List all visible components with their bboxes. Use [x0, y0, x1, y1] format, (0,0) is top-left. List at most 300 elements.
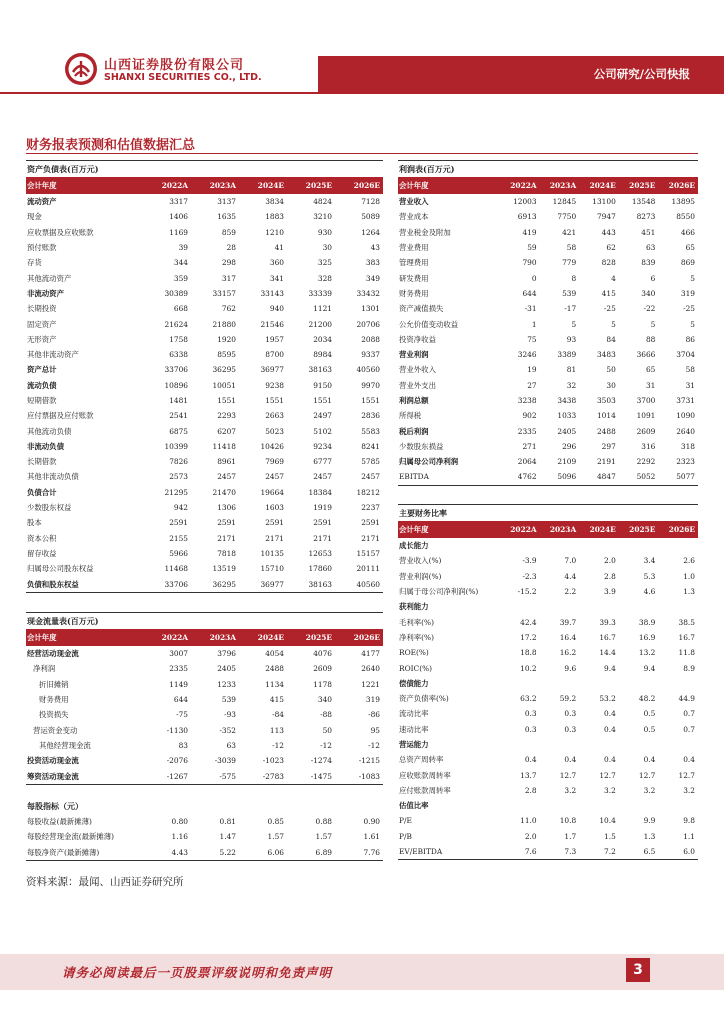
cell-value: 2591	[313, 518, 332, 528]
cell-value: 762	[221, 304, 236, 314]
row-label: 其他非流动资产	[27, 350, 79, 360]
table-row	[26, 738, 383, 753]
cell-value: 3704	[676, 350, 695, 360]
column-header-year: 2025E	[619, 177, 659, 194]
cell-value: 8241	[361, 441, 380, 451]
table-row	[398, 423, 698, 438]
row-label: 短期借款	[27, 396, 57, 405]
cell-value: 40560	[356, 365, 380, 375]
cell-value: 3438	[557, 396, 577, 405]
cell-value: 21470	[212, 487, 236, 497]
cell-value: -352	[219, 725, 236, 735]
cell-value: 940	[269, 304, 284, 314]
table-row	[398, 225, 698, 240]
cell-value: -2783	[239, 768, 287, 784]
cell-value: 2640	[676, 426, 695, 436]
table-row	[26, 301, 383, 316]
cell-value	[619, 676, 659, 691]
cell-value: 1919	[313, 503, 332, 513]
table-row	[26, 531, 383, 546]
row-label: P/E	[399, 816, 412, 826]
row-label: 研发费用	[399, 273, 429, 283]
header-divider	[0, 92, 724, 94]
table-row	[26, 692, 383, 707]
column-header-year: 2023A	[191, 177, 239, 194]
cell-value: 3.9	[604, 587, 616, 597]
row-label: 营业收入(%)	[399, 556, 442, 566]
cell-value: 12.7	[678, 770, 695, 780]
cell-value	[658, 599, 698, 614]
table-row	[26, 829, 383, 844]
cell-value: 21295	[164, 487, 188, 497]
cell-value: -12	[272, 740, 284, 750]
cell-value: -31	[524, 304, 537, 314]
table-row	[26, 316, 383, 331]
cell-value: 6.06	[239, 845, 287, 861]
cell-value: 2591	[217, 518, 236, 528]
cell-value: 859	[221, 227, 236, 237]
cell-value: 2488	[265, 664, 284, 674]
cell-value: 5102	[313, 426, 332, 436]
cell-value: 8.9	[683, 663, 695, 673]
row-label: 归属母公司净利润	[399, 457, 459, 467]
cell-value: 81	[566, 365, 577, 375]
cell-value: 12845	[552, 197, 577, 207]
row-label: 公允价值变动收益	[399, 319, 459, 329]
cell-value: 13.7	[520, 770, 537, 780]
table-row	[26, 646, 383, 661]
cell-value: 2640	[361, 664, 380, 674]
cell-value: 83	[178, 740, 188, 750]
cell-value: 38163	[308, 365, 332, 375]
cell-value: 6913	[517, 212, 537, 222]
table-row	[26, 240, 383, 255]
cell-value: 340	[641, 288, 656, 298]
cell-value: 6207	[217, 426, 236, 436]
row-label: 营业利润(%)	[399, 571, 442, 581]
cell-value: -1267	[143, 768, 191, 784]
cell-value: 0.5	[643, 709, 656, 719]
cell-value: -575	[191, 768, 239, 784]
row-label: 负债合计	[27, 487, 57, 497]
table-row	[398, 270, 698, 285]
ratios-title: 主要财务比率	[398, 504, 698, 521]
table-row	[26, 814, 383, 829]
cell-value: 3.2	[564, 785, 577, 795]
table-row	[26, 423, 383, 438]
cell-value: 28	[226, 243, 236, 253]
cell-value: 2.0	[604, 556, 616, 566]
cell-value: 2171	[361, 533, 380, 543]
row-label: 获利能力	[399, 602, 429, 612]
cell-value: 7969	[265, 457, 284, 467]
cell-value: 3.2	[683, 785, 695, 795]
cell-value: 0.90	[363, 817, 380, 827]
table-row	[398, 722, 698, 737]
cell-value: 0.7	[683, 709, 695, 719]
income-statement-title: 利润表(百万元)	[398, 160, 698, 177]
cell-value: 3796	[217, 649, 236, 659]
row-label: 投资活动现金流	[27, 756, 79, 766]
cell-value: 318	[680, 441, 695, 451]
cell-value: 344	[173, 258, 188, 268]
cell-value: 3137	[217, 197, 236, 207]
cell-value: 5	[650, 319, 656, 329]
cell-value: 5	[690, 273, 695, 283]
table-row	[26, 576, 383, 592]
row-label: 长期投资	[27, 304, 57, 314]
table-row	[398, 829, 698, 844]
cell-value: 1121	[313, 304, 332, 314]
table-row	[398, 301, 698, 316]
cell-value: -2076	[166, 756, 188, 766]
cell-value: 7128	[361, 197, 380, 207]
cell-value: 20111	[356, 564, 380, 574]
cell-value: 2457	[265, 472, 284, 482]
cell-value: 1264	[361, 227, 380, 237]
table-row	[398, 614, 698, 629]
cell-value: 2405	[217, 664, 236, 674]
column-header-label: 会计年度	[26, 177, 143, 194]
cell-value: 1.3	[643, 831, 656, 841]
cell-value: 1406	[169, 212, 188, 222]
cell-value: 19	[527, 365, 537, 375]
cell-value: 5.22	[191, 845, 239, 861]
row-label: 成长能力	[399, 541, 429, 551]
cell-value: 9.4	[604, 663, 616, 673]
row-label: 归属母公司股东权益	[27, 564, 94, 574]
table-row	[26, 332, 383, 347]
table-row	[398, 767, 698, 782]
cell-value: 5	[611, 319, 616, 329]
cell-value: 4	[611, 273, 616, 283]
cell-value: 1551	[217, 396, 236, 405]
cell-value: 668	[173, 304, 188, 314]
table-row	[398, 660, 698, 675]
row-label: 其他非流动负债	[27, 472, 79, 482]
cell-value: 2.0	[524, 831, 537, 841]
cell-value: -2.3	[522, 571, 537, 581]
cell-value: 0.85	[267, 817, 284, 827]
cell-value	[658, 676, 698, 691]
cell-value: 1169	[169, 227, 188, 237]
table-row	[398, 691, 698, 706]
cell-value: 4054	[265, 649, 284, 659]
cell-value: 16.4	[559, 632, 577, 642]
cell-value: 3503	[596, 396, 616, 405]
table-row	[398, 630, 698, 645]
cell-value: 0.3	[524, 724, 537, 734]
row-label: 非流动资产	[27, 288, 64, 298]
cell-value: 3.2	[643, 785, 656, 795]
cell-value: 902	[522, 411, 537, 421]
cell-value: 62	[606, 243, 616, 253]
company-name-en: SHANXI SECURITIES CO., LTD.	[104, 72, 262, 83]
cell-value: 32	[566, 380, 577, 390]
cell-value	[658, 798, 698, 813]
income-statement-table	[398, 177, 698, 486]
cell-value: 0.88	[315, 817, 332, 827]
row-label: EBITDA	[398, 469, 500, 485]
cell-value: 2293	[217, 411, 236, 421]
table-row	[26, 500, 383, 515]
table-row	[26, 753, 383, 768]
cell-value: 1210	[265, 227, 284, 237]
row-label: 其他流动资产	[27, 273, 72, 283]
source-note: 资料来源：最闻、山西证券研究所	[26, 876, 184, 888]
cell-value: 63.2	[520, 694, 537, 704]
cell-value: 319	[680, 288, 695, 298]
cell-value: 95	[370, 725, 380, 735]
cell-value: 1.61	[363, 832, 380, 842]
cell-value: 2836	[361, 411, 380, 421]
cell-value: 0.4	[643, 755, 656, 765]
cell-value: 59.2	[559, 694, 577, 704]
per-share-block	[26, 798, 383, 861]
cell-value: 10135	[260, 548, 284, 558]
table-row	[26, 561, 383, 576]
cell-value: 4076	[313, 649, 332, 659]
cell-value: 18.8	[520, 648, 537, 658]
table-group-row	[398, 798, 698, 813]
column-header-year: 2022A	[143, 177, 191, 194]
cell-value: 5	[571, 319, 577, 329]
cell-value: 8961	[217, 457, 236, 467]
cell-value: 63	[645, 243, 656, 253]
cell-value: 6777	[313, 457, 332, 467]
cell-value: 65	[685, 243, 695, 253]
cell-value: 5023	[265, 426, 284, 436]
cell-value: 39.3	[599, 617, 616, 627]
cell-value: 2335	[169, 664, 188, 674]
cell-value: 17.2	[520, 632, 537, 642]
table-group-row	[398, 599, 698, 614]
cell-value: -25	[683, 304, 695, 314]
cell-value: 0.5	[643, 724, 656, 734]
cell-value: 3700	[636, 396, 656, 405]
row-label: 少数股东权益	[27, 503, 72, 513]
cell-value: 43	[370, 243, 380, 253]
cell-value: 4824	[313, 197, 332, 207]
table-row	[26, 255, 383, 270]
cell-value: -93	[224, 710, 236, 720]
row-label: 经营活动现金流	[27, 649, 79, 659]
row-label: 投资损失	[39, 710, 69, 720]
cell-value: 1.57	[267, 832, 284, 842]
cell-value: 33143	[260, 288, 284, 298]
cell-value: 9150	[313, 380, 332, 390]
cell-value: 3238	[517, 396, 537, 405]
cell-value: 9.9	[643, 816, 656, 826]
row-label: 利润总额	[399, 396, 429, 405]
cell-value: 42.4	[520, 617, 537, 627]
cell-value: 88	[645, 334, 656, 344]
cell-value: 12653	[308, 548, 332, 558]
cell-value: 38.5	[678, 617, 695, 627]
cell-value: 2591	[361, 518, 380, 528]
cell-value	[579, 737, 619, 752]
cell-value: 3.2	[604, 785, 616, 795]
cell-value: 1603	[265, 503, 284, 513]
cell-value: -1130	[166, 725, 188, 735]
cell-value: 0.4	[604, 724, 616, 734]
cell-value: 58	[566, 243, 577, 253]
cell-value: 36977	[260, 365, 284, 375]
cell-value: 20706	[356, 319, 380, 329]
cell-value	[540, 599, 580, 614]
table-header-row	[26, 629, 383, 646]
cell-value: 2.6	[683, 556, 695, 566]
cell-value: -84	[272, 710, 284, 720]
row-label: 营运能力	[399, 740, 429, 749]
cell-value: 9238	[265, 380, 284, 390]
table-row	[26, 454, 383, 469]
cell-value: 415	[601, 288, 616, 298]
cell-value: 2237	[361, 503, 380, 513]
row-label: 税后利润	[399, 426, 429, 436]
cell-value: 2171	[217, 533, 236, 543]
cell-value: 1635	[217, 212, 236, 222]
cell-value: 325	[317, 258, 332, 268]
section-title: 财务报表预测和估值数据汇总	[26, 138, 196, 153]
cell-value: 11468	[164, 564, 188, 574]
cell-value: 1.5	[604, 831, 616, 841]
cell-value: 1883	[265, 212, 284, 222]
cell-value: 2171	[313, 533, 332, 543]
cell-value: -1274	[310, 756, 332, 766]
cell-value: 0.3	[564, 724, 577, 734]
cell-value: 11.0	[520, 816, 537, 826]
cell-value: 2323	[676, 457, 695, 467]
cell-value: 1149	[169, 679, 188, 689]
ratios-table	[398, 521, 698, 860]
row-label: 固定资产	[27, 319, 57, 329]
per-share-title: 每股指标（元）	[27, 801, 83, 811]
cell-value: 2.2	[564, 587, 577, 597]
column-header-year: 2025E	[287, 177, 335, 194]
cash-flow-block	[26, 612, 383, 785]
cell-value: 297	[601, 441, 616, 451]
table-group-row	[398, 737, 698, 752]
cell-value: 2.8	[524, 785, 537, 795]
cell-value: 271	[522, 441, 537, 451]
table-row	[26, 485, 383, 500]
row-label: 营业收入	[399, 197, 429, 207]
cell-value: 3666	[636, 350, 656, 360]
row-label: 流动资产	[27, 197, 57, 207]
cell-value: 383	[365, 258, 380, 268]
row-label: 存货	[27, 258, 42, 268]
cell-value: 15157	[356, 548, 380, 558]
row-label: EV/EBITDA	[398, 844, 500, 860]
table-row	[26, 722, 383, 737]
row-label: 筹资活动现金流	[26, 768, 143, 784]
cell-value: 2109	[557, 457, 577, 467]
cell-value: 12.7	[559, 770, 577, 780]
cell-value	[619, 538, 659, 553]
cell-value: 1920	[217, 334, 236, 344]
cell-value: 1551	[361, 396, 380, 405]
cell-value: 10399	[164, 441, 188, 451]
cell-value: 39	[178, 243, 188, 253]
cell-value: 2497	[313, 411, 332, 421]
cell-value: 2573	[169, 472, 188, 482]
cell-value: -86	[368, 710, 380, 720]
cell-value: 18212	[356, 487, 380, 497]
cell-value: 415	[269, 695, 284, 705]
row-label: 净利率(%)	[399, 632, 434, 642]
table-row	[26, 546, 383, 561]
cell-value: 6875	[169, 426, 188, 436]
cell-value: 1091	[636, 411, 656, 421]
cell-value: 317	[221, 273, 236, 283]
row-label: 投资净收益	[399, 334, 436, 344]
table-header-row	[398, 177, 698, 194]
table-row	[26, 347, 383, 362]
cell-value: 4.6	[643, 587, 656, 597]
cell-value: 1551	[265, 396, 284, 405]
cell-value: 16.7	[678, 632, 695, 642]
table-row	[398, 194, 698, 209]
column-header-year: 2024E	[239, 177, 287, 194]
column-header-label: 会计年度	[26, 629, 143, 646]
table-row	[398, 347, 698, 362]
cell-value	[658, 737, 698, 752]
cell-value	[658, 538, 698, 553]
cell-value: 13519	[212, 564, 236, 574]
cell-value: 12.7	[599, 770, 616, 780]
cell-value: 30	[322, 243, 332, 253]
column-header-year: 2022A	[143, 629, 191, 646]
row-label: 少数股东损益	[399, 441, 444, 451]
cell-value: 13100	[592, 197, 616, 207]
table-header-row	[398, 521, 698, 538]
row-label: ROE(%)	[399, 648, 429, 658]
table-row	[26, 515, 383, 530]
row-label: 长期借款	[27, 457, 57, 467]
cell-value: 2663	[265, 411, 284, 421]
row-label: 毛利率(%)	[399, 617, 434, 627]
cell-value: 38.9	[638, 617, 656, 627]
cell-value: 15710	[260, 564, 284, 574]
cell-value: -1215	[358, 756, 380, 766]
cell-value: 86	[685, 334, 695, 344]
balance-sheet-block	[26, 160, 383, 593]
table-row	[26, 194, 383, 209]
cell-value	[579, 798, 619, 813]
cell-value	[579, 676, 619, 691]
cell-value: 5.3	[643, 571, 656, 581]
table-row	[398, 439, 698, 454]
column-header-year: 2023A	[540, 521, 580, 538]
balance-sheet-title: 资产负债表(百万元)	[26, 160, 383, 177]
cell-value: 36295	[212, 365, 236, 375]
cell-value: -12	[368, 740, 380, 750]
cell-value: 4177	[361, 649, 380, 659]
table-row	[398, 813, 698, 828]
cell-value: -3039	[214, 756, 236, 766]
cell-value: 2457	[361, 472, 380, 482]
cell-value: 9.4	[643, 663, 656, 673]
cell-value: 2591	[265, 518, 284, 528]
cell-value: 12.7	[638, 770, 656, 780]
row-label: 营业税金及附加	[399, 227, 451, 237]
cell-value: 9.6	[564, 663, 577, 673]
table-row	[26, 378, 383, 393]
cell-value	[500, 737, 540, 752]
cell-value	[500, 599, 540, 614]
row-label: 每股经营现金流(最新摊薄)	[27, 832, 115, 842]
